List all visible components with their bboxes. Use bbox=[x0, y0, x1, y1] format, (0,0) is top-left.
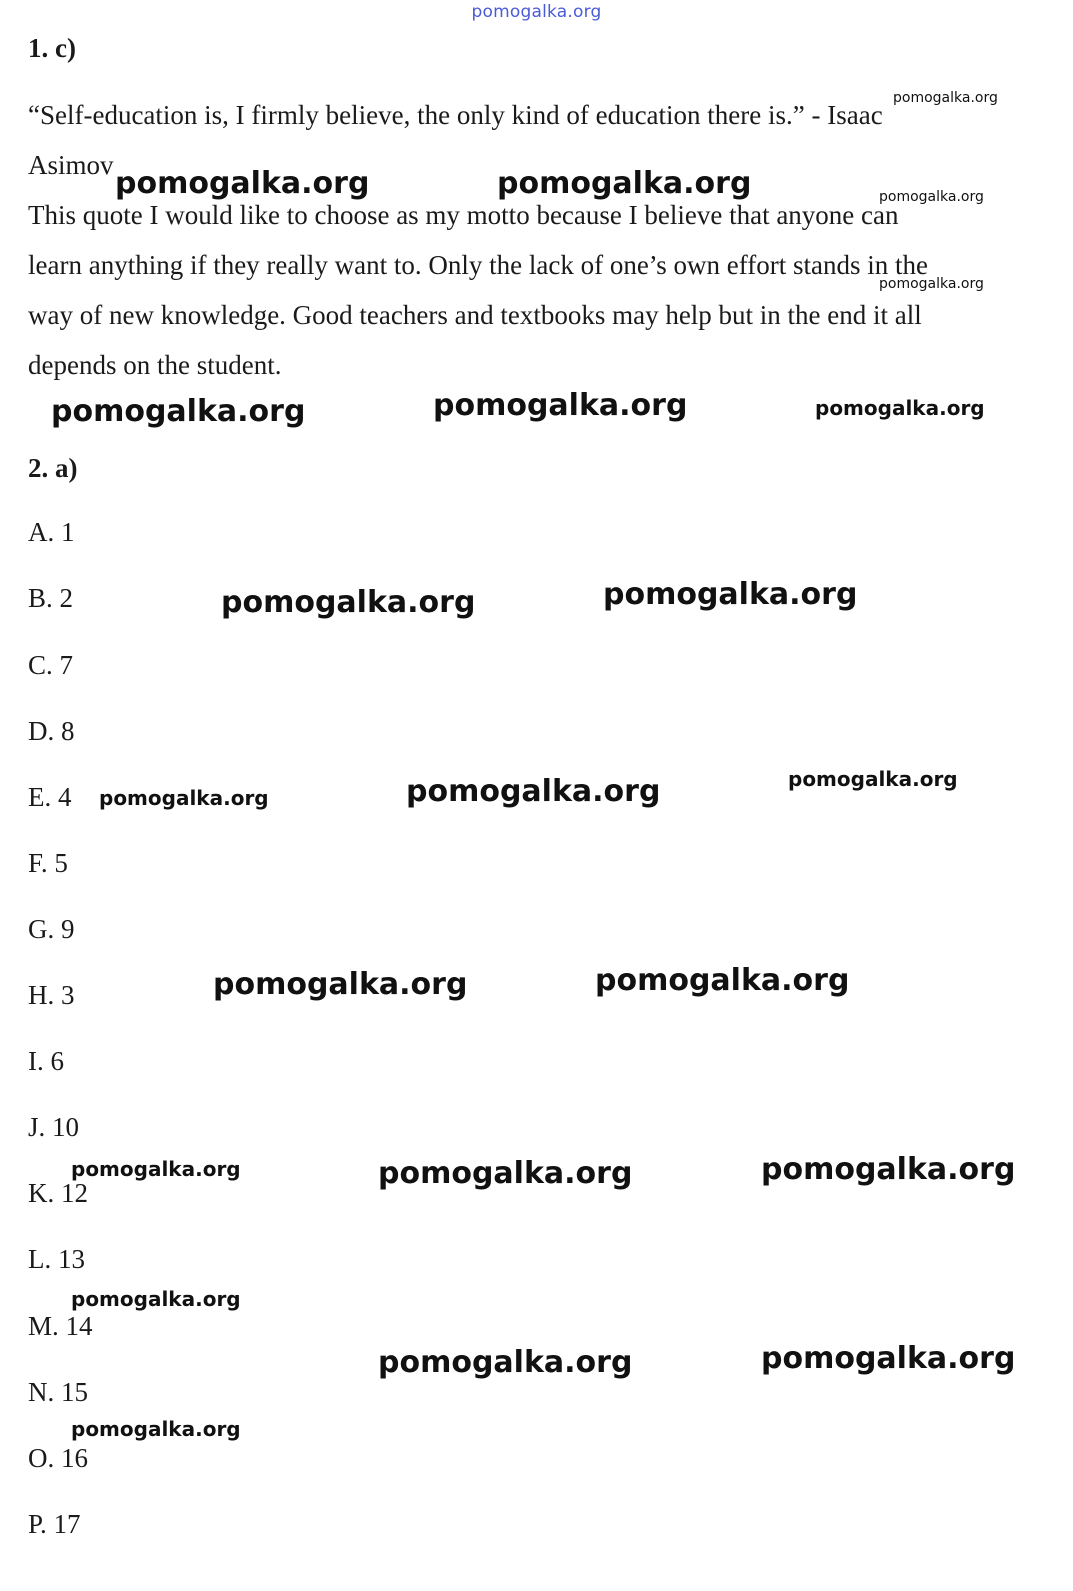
section-1-text bbox=[28, 90, 1038, 390]
watermark: pomogalka.org bbox=[595, 963, 850, 998]
watermark: pomogalka.org bbox=[788, 767, 958, 791]
watermark: pomogalka.org bbox=[71, 1157, 241, 1181]
answer-item: P. 17 bbox=[28, 1509, 81, 1539]
motto-line-2: learn anything if they really want to. Only the lack of one’s own effort stands in the bbox=[28, 250, 929, 280]
watermark: pomogalka.org bbox=[378, 1156, 633, 1191]
watermark: pomogalka.org bbox=[115, 166, 370, 201]
motto-line-4: depends on the student. bbox=[28, 350, 282, 380]
answer-item: F. 5 bbox=[28, 848, 68, 878]
watermark: pomogalka.org bbox=[99, 786, 269, 810]
watermark: pomogalka.org bbox=[879, 189, 984, 205]
section-1-heading: 1. c) bbox=[28, 33, 76, 63]
watermark: pomogalka.org bbox=[51, 394, 306, 429]
watermark: pomogalka.org bbox=[879, 276, 984, 292]
answer-item: O. 16 bbox=[28, 1443, 88, 1473]
answer-item: A. 1 bbox=[28, 517, 75, 547]
watermark: pomogalka.org bbox=[761, 1341, 1016, 1376]
section-2-heading: 2. a) bbox=[28, 453, 78, 483]
answer-item: E. 4 bbox=[28, 782, 72, 812]
watermark: pomogalka.org bbox=[761, 1152, 1016, 1187]
answer-item: J. 10 bbox=[28, 1112, 80, 1142]
answer-item: I. 6 bbox=[28, 1046, 64, 1076]
watermark: pomogalka.org bbox=[815, 396, 985, 420]
quote-line-1: “Self-education is, I firmly believe, the only kind of education there is.” - Isaac bbox=[28, 100, 883, 130]
watermark: pomogalka.org bbox=[221, 585, 476, 620]
watermark: pomogalka.org bbox=[603, 577, 858, 612]
watermark: pomogalka.org bbox=[213, 967, 468, 1002]
watermark: pomogalka.org bbox=[893, 90, 998, 106]
watermark: pomogalka.org bbox=[71, 1287, 241, 1311]
watermark: pomogalka.org bbox=[433, 388, 688, 423]
watermark: pomogalka.org bbox=[71, 1417, 241, 1441]
answer-item: N. 15 bbox=[28, 1377, 88, 1407]
answer-item: D. 8 bbox=[28, 716, 75, 746]
motto-line-1: This quote I would like to choose as my motto because I believe that anyone can bbox=[28, 200, 899, 230]
watermark: pomogalka.org bbox=[497, 166, 752, 201]
answer-item: H. 3 bbox=[28, 980, 75, 1010]
motto-line-3: way of new knowledge. Good teachers and textbooks may help but in the end it all bbox=[28, 300, 922, 330]
answer-item: C. 7 bbox=[28, 650, 74, 680]
quote-line-2: Asimov bbox=[28, 150, 114, 180]
answer-item: M. 14 bbox=[28, 1311, 93, 1341]
answer-item: G. 9 bbox=[28, 914, 75, 944]
answer-item: B. 2 bbox=[28, 583, 74, 613]
watermark: pomogalka.org bbox=[378, 1345, 633, 1380]
site-header-watermark: pomogalka.org bbox=[471, 2, 602, 22]
answer-item: K. 12 bbox=[28, 1178, 88, 1208]
answer-item: L. 13 bbox=[28, 1244, 85, 1274]
watermark: pomogalka.org bbox=[406, 774, 661, 809]
